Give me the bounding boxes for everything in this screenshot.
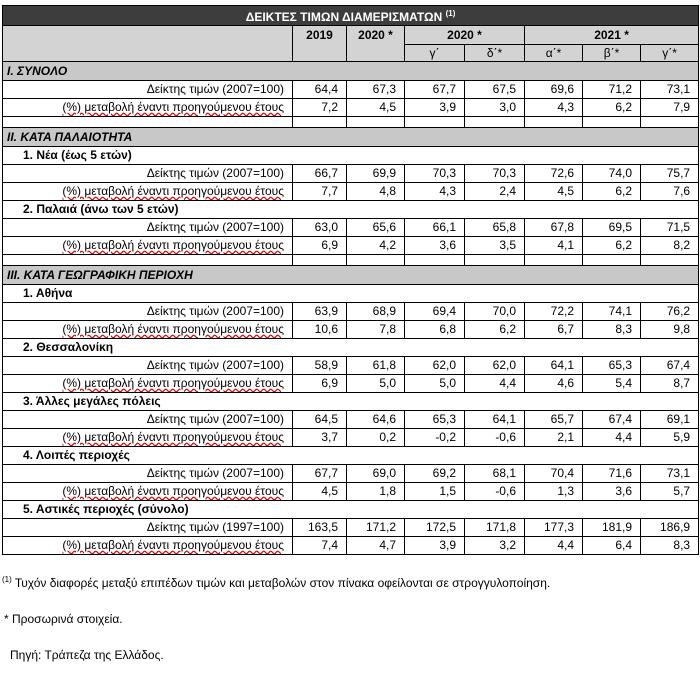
row-label (3, 483, 293, 501)
value-cell: 4,4 (583, 429, 641, 447)
header-row-quarters (3, 45, 699, 62)
value-cell: 6,8 (405, 321, 465, 339)
value-cell: 64,1 (525, 357, 583, 375)
value-cell: 67,4 (583, 411, 641, 429)
row-label-text: (%) μεταβολή έναντι προηγούμενου έτους (62, 538, 284, 552)
table-row (3, 465, 699, 483)
price-index-table (2, 5, 699, 555)
row-label-text: Δείκτης τιμών (2007=100) (146, 166, 284, 180)
value-cell: 4,7 (347, 537, 405, 555)
value-cell: 71,5 (641, 219, 699, 237)
spacer-cell (465, 255, 525, 266)
subgroup-title-cell (3, 447, 699, 465)
section-title: II. ΚΑΤΑ ΠΑΛΑΙΟΤΗΤΑ (3, 128, 699, 147)
value-cell: 71,6 (583, 465, 641, 483)
value-cell: 69,0 (347, 465, 405, 483)
value-cell: 0,2 (347, 429, 405, 447)
value-cell: 3,6 (405, 237, 465, 255)
row-label-text: Δείκτης τιμών (2007=100) (146, 466, 284, 480)
value-cell: 69,9 (347, 165, 405, 183)
row-label (3, 81, 293, 99)
value-cell: 67,7 (405, 81, 465, 99)
value-cell: 1,3 (525, 483, 583, 501)
value-cell: 76,2 (641, 303, 699, 321)
value-cell: 4,5 (347, 99, 405, 117)
value-cell: 65,3 (583, 357, 641, 375)
value-cell: 4,5 (525, 183, 583, 201)
row-label (3, 321, 293, 339)
value-cell: 5,0 (347, 375, 405, 393)
row-label (3, 465, 293, 483)
value-cell: 2,1 (525, 429, 583, 447)
value-cell: 7,6 (641, 183, 699, 201)
value-cell: 70,0 (465, 303, 525, 321)
spacer-cell (293, 117, 347, 128)
row-label-text: (%) μεταβολή έναντι προηγούμενου έτους (62, 322, 284, 336)
value-cell: 3,7 (293, 429, 347, 447)
value-cell: 69,2 (405, 465, 465, 483)
value-cell: 2,4 (465, 183, 525, 201)
row-label (3, 357, 293, 375)
value-cell: 6,9 (293, 375, 347, 393)
value-cell: 186,9 (641, 519, 699, 537)
value-cell: 163,5 (293, 519, 347, 537)
header-row-years (3, 26, 699, 45)
value-cell: 65,6 (347, 219, 405, 237)
spacer-cell (405, 255, 465, 266)
table-row (3, 321, 699, 339)
value-cell: 6,2 (583, 237, 641, 255)
value-cell: 62,0 (465, 357, 525, 375)
value-cell: 69,6 (525, 81, 583, 99)
value-cell: 67,3 (347, 81, 405, 99)
subgroup-row (3, 339, 699, 357)
footnote-provisional: * Προσωρινά στοιχεία. (4, 612, 123, 626)
value-cell: 3,9 (405, 537, 465, 555)
value-cell: 3,0 (465, 99, 525, 117)
value-cell: 3,2 (465, 537, 525, 555)
value-cell: 8,7 (641, 375, 699, 393)
table-title (3, 6, 699, 26)
subgroup-row (3, 285, 699, 303)
value-cell: 4,6 (525, 375, 583, 393)
value-cell: 64,1 (465, 411, 525, 429)
subgroup-title: 3. Άλλες μεγάλες πόλεις (23, 394, 161, 408)
value-cell: 8,3 (583, 321, 641, 339)
value-cell: 69,4 (405, 303, 465, 321)
value-cell: 74,1 (583, 303, 641, 321)
header-2020-lower (347, 45, 405, 62)
value-cell: 5,4 (583, 375, 641, 393)
table-row (3, 303, 699, 321)
subgroup-row (3, 447, 699, 465)
row-label-text: (%) μεταβολή έναντι προηγούμενου έτους (62, 430, 284, 444)
value-cell: 75,7 (641, 165, 699, 183)
value-cell: 4,4 (525, 537, 583, 555)
row-label-text: (%) μεταβολή έναντι προηγούμενου έτους (62, 238, 284, 252)
table-row (3, 357, 699, 375)
table-row (3, 237, 699, 255)
value-cell: 4,8 (347, 183, 405, 201)
subgroup-title-cell (3, 501, 699, 519)
value-cell: 69,1 (641, 411, 699, 429)
value-cell: 65,3 (405, 411, 465, 429)
footnote-rounding-text: Τυχόν διαφορές μεταξύ επιπέδων τιμών και μεταβολών στον πίνακα οφείλονται σε στρογγυλοποίηση. (14, 576, 551, 590)
value-cell: 70,3 (405, 165, 465, 183)
table-title-text: ΔΕΙΚΤΕΣ ΤΙΜΩΝ ΔΙΑΜΕΡΙΣΜΑΤΩΝ (245, 10, 443, 24)
table-row (3, 183, 699, 201)
value-cell: 67,4 (641, 357, 699, 375)
spacer-cell (347, 117, 405, 128)
value-cell: 67,5 (465, 81, 525, 99)
value-cell: 63,0 (293, 219, 347, 237)
footnote-marker: (1) (2, 575, 12, 584)
value-cell: 7,2 (293, 99, 347, 117)
row-label (3, 411, 293, 429)
subgroup-title-cell (3, 201, 699, 219)
value-cell: 4,4 (465, 375, 525, 393)
value-cell: 68,9 (347, 303, 405, 321)
value-cell: 7,8 (347, 321, 405, 339)
header-corner (3, 26, 293, 45)
value-cell: 3,5 (465, 237, 525, 255)
value-cell: 8,2 (641, 237, 699, 255)
table-row (3, 519, 699, 537)
subgroup-row (3, 393, 699, 411)
value-cell: 73,1 (641, 465, 699, 483)
subgroup-title: 5. Αστικές περιοχές (σύνολο) (23, 502, 189, 516)
footnote-rounding (2, 575, 550, 590)
value-cell: 69,5 (583, 219, 641, 237)
subgroup-row (3, 501, 699, 519)
row-label-text: Δείκτης τιμών (2007=100) (146, 220, 284, 234)
row-label-text: Δείκτης τιμών (2007=100) (146, 304, 284, 318)
header-2021-quarters: 2021 * (525, 26, 699, 45)
value-cell: 70,4 (525, 465, 583, 483)
value-cell: 74,0 (583, 165, 641, 183)
spacer-cell (347, 255, 405, 266)
table-row (3, 483, 699, 501)
row-label-text: (%) μεταβολή έναντι προηγούμενου έτους (62, 184, 284, 198)
value-cell: 172,5 (405, 519, 465, 537)
table-row (3, 219, 699, 237)
spacer-row (3, 117, 699, 128)
section-row (3, 62, 699, 81)
value-cell: 65,8 (465, 219, 525, 237)
value-cell: 7,7 (293, 183, 347, 201)
value-cell: -0,2 (405, 429, 465, 447)
value-cell: 10,6 (293, 321, 347, 339)
subgroup-title: 4. Λοιπές περιοχές (23, 448, 130, 462)
value-cell: 3,6 (583, 483, 641, 501)
subgroup-row (3, 147, 699, 165)
table-row (3, 537, 699, 555)
value-cell: 63,9 (293, 303, 347, 321)
value-cell: 4,3 (405, 183, 465, 201)
value-cell: 3,9 (405, 99, 465, 117)
subgroup-title-cell (3, 393, 699, 411)
row-label-text: Δείκτης τιμών (2007=100) (146, 358, 284, 372)
subgroup-title: 2. Θεσσαλονίκη (23, 340, 114, 354)
value-cell: 72,2 (525, 303, 583, 321)
value-cell: 64,5 (293, 411, 347, 429)
header-2020-quarters: 2020 * (405, 26, 525, 45)
value-cell: -0,6 (465, 429, 525, 447)
footnote-source: Πηγή: Τράπεζα της Ελλάδος. (10, 648, 164, 662)
section-title: III. ΚΑΤΑ ΓΕΩΓΡΑΦΙΚΗ ΠΕΡΙΟΧΗ (3, 266, 699, 285)
header-2020-annual: 2020 * (347, 26, 405, 45)
value-cell: -0,6 (465, 483, 525, 501)
row-label (3, 219, 293, 237)
value-cell: 6,2 (583, 99, 641, 117)
value-cell: 61,8 (347, 357, 405, 375)
value-cell: 64,4 (293, 81, 347, 99)
spacer-cell (3, 117, 293, 128)
value-cell: 71,2 (583, 81, 641, 99)
value-cell: 67,8 (525, 219, 583, 237)
value-cell: 4,1 (525, 237, 583, 255)
value-cell: 5,0 (405, 375, 465, 393)
title-footnote-marker: (1) (445, 9, 456, 18)
header-corner-lower (3, 45, 293, 62)
row-label-text: Δείκτης τιμών (1997=100) (146, 520, 284, 534)
value-cell: 9,8 (641, 321, 699, 339)
value-cell: 68,1 (465, 465, 525, 483)
row-label-text: Δείκτης τιμών (2007=100) (146, 82, 284, 96)
spacer-cell (641, 255, 699, 266)
row-label (3, 237, 293, 255)
value-cell: 67,7 (293, 465, 347, 483)
value-cell: 6,4 (583, 537, 641, 555)
value-cell: 6,9 (293, 237, 347, 255)
row-label-text: (%) μεταβολή έναντι προηγούμενου έτους (62, 484, 284, 498)
value-cell: 70,3 (465, 165, 525, 183)
spacer-row (3, 255, 699, 266)
row-label-text: (%) μεταβολή έναντι προηγούμενου έτους (62, 100, 284, 114)
table-row (3, 375, 699, 393)
value-cell: 4,5 (293, 483, 347, 501)
spacer-cell (465, 117, 525, 128)
value-cell: 73,1 (641, 81, 699, 99)
section-title: I. ΣΥΝΟΛΟ (3, 62, 699, 81)
table-row (3, 411, 699, 429)
value-cell: 62,0 (405, 357, 465, 375)
row-label (3, 429, 293, 447)
subgroup-title: 1. Αθήνα (23, 286, 73, 300)
subgroup-title-cell (3, 147, 699, 165)
header-2021-q1: α΄* (525, 45, 583, 62)
section-row (3, 128, 699, 147)
section-row (3, 266, 699, 285)
subgroup-title-cell (3, 285, 699, 303)
value-cell: 65,7 (525, 411, 583, 429)
value-cell: 177,3 (525, 519, 583, 537)
row-label (3, 165, 293, 183)
value-cell: 72,6 (525, 165, 583, 183)
value-cell: 5,7 (641, 483, 699, 501)
value-cell: 1,8 (347, 483, 405, 501)
subgroup-title: 2. Παλαιά (άνω των 5 ετών) (23, 202, 179, 216)
row-label (3, 99, 293, 117)
subgroup-title: 1. Νέα (έως 5 ετών) (23, 148, 132, 162)
value-cell: 171,2 (347, 519, 405, 537)
table-row (3, 429, 699, 447)
value-cell: 1,5 (405, 483, 465, 501)
row-label (3, 519, 293, 537)
value-cell: 4,2 (347, 237, 405, 255)
table-row (3, 81, 699, 99)
spacer-cell (525, 117, 583, 128)
subgroup-row (3, 201, 699, 219)
value-cell: 66,1 (405, 219, 465, 237)
value-cell: 181,9 (583, 519, 641, 537)
table-row (3, 165, 699, 183)
value-cell: 66,7 (293, 165, 347, 183)
header-2019: 2019 (293, 26, 347, 45)
spacer-cell (3, 255, 293, 266)
table-row (3, 99, 699, 117)
value-cell: 6,2 (465, 321, 525, 339)
row-label-text: (%) μεταβολή έναντι προηγούμενου έτους (62, 376, 284, 390)
value-cell: 4,3 (525, 99, 583, 117)
spacer-cell (405, 117, 465, 128)
header-2021-q3: γ΄* (641, 45, 699, 62)
value-cell: 6,7 (525, 321, 583, 339)
subgroup-title-cell (3, 339, 699, 357)
spacer-cell (641, 117, 699, 128)
header-2021-q2: β΄* (583, 45, 641, 62)
footnotes (4, 575, 550, 684)
row-label-text: Δείκτης τιμών (2007=100) (146, 412, 284, 426)
header-2019-lower (293, 45, 347, 62)
value-cell: 171,8 (465, 519, 525, 537)
spacer-cell (583, 255, 641, 266)
spacer-cell (525, 255, 583, 266)
spacer-cell (293, 255, 347, 266)
row-label (3, 375, 293, 393)
value-cell: 7,4 (293, 537, 347, 555)
row-label (3, 537, 293, 555)
header-2020-q4: δ΄* (465, 45, 525, 62)
value-cell: 64,6 (347, 411, 405, 429)
header-2020-q3: γ΄ (405, 45, 465, 62)
value-cell: 8,3 (641, 537, 699, 555)
value-cell: 7,9 (641, 99, 699, 117)
value-cell: 5,9 (641, 429, 699, 447)
row-label (3, 183, 293, 201)
value-cell: 58,9 (293, 357, 347, 375)
row-label (3, 303, 293, 321)
spacer-cell (583, 117, 641, 128)
value-cell: 6,2 (583, 183, 641, 201)
